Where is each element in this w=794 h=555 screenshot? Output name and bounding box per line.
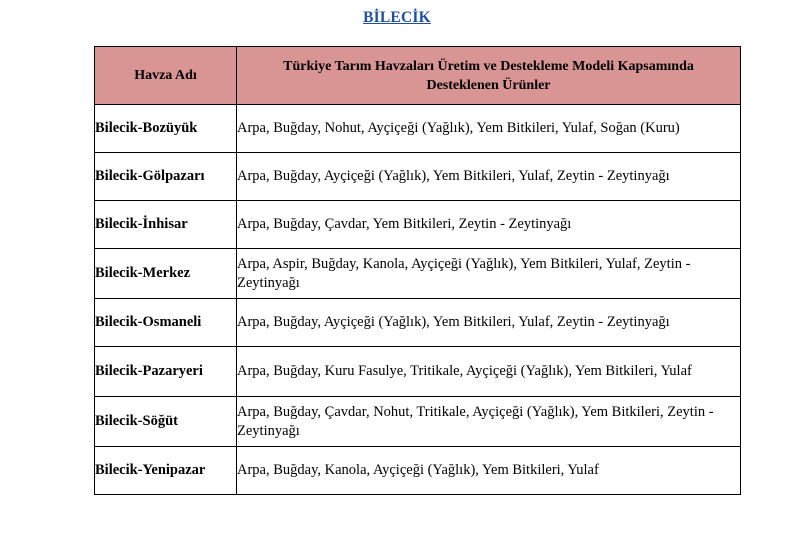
havza-name-cell: Bilecik-Merkez: [95, 249, 237, 299]
products-cell: Arpa, Buğday, Kanola, Ayçiçeği (Yağlık), Yem Bitkileri, Yulaf: [237, 447, 741, 495]
havza-name-cell: Bilecik-Pazaryeri: [95, 347, 237, 397]
products-cell: Arpa, Aspir, Buğday, Kanola, Ayçiçeği (Yağlık), Yem Bitkileri, Yulaf, Zeytin - Zeytinyağı: [237, 249, 741, 299]
havza-name-cell: Bilecik-Bozüyük: [95, 105, 237, 153]
havza-table: [94, 46, 741, 495]
table-row: [95, 447, 741, 495]
havza-name-cell: Bilecik-Osmaneli: [95, 299, 237, 347]
table-container: [94, 46, 740, 495]
table-row: [95, 153, 741, 201]
table-row: [95, 299, 741, 347]
products-cell: Arpa, Buğday, Nohut, Ayçiçeği (Yağlık), Yem Bitkileri, Yulaf, Soğan (Kuru): [237, 105, 741, 153]
products-cell: Arpa, Buğday, Ayçiçeği (Yağlık), Yem Bitkileri, Yulaf, Zeytin - Zeytinyağı: [237, 299, 741, 347]
table-row: [95, 249, 741, 299]
table-header-row: [95, 47, 741, 105]
column-header-name: Havza Adı: [95, 47, 237, 105]
products-cell: Arpa, Buğday, Çavdar, Yem Bitkileri, Zeytin - Zeytinyağı: [237, 201, 741, 249]
havza-name-cell: Bilecik-Yenipazar: [95, 447, 237, 495]
page-title: BİLECİK: [363, 9, 431, 26]
column-header-products: Türkiye Tarım Havzaları Üretim ve Destekleme Modeli Kapsamında Desteklenen Ürünler: [237, 47, 741, 105]
table-row: [95, 397, 741, 447]
havza-name-cell: Bilecik-Söğüt: [95, 397, 237, 447]
table-row: [95, 347, 741, 397]
products-cell: Arpa, Buğday, Kuru Fasulye, Tritikale, Ayçiçeği (Yağlık), Yem Bitkileri, Yulaf: [237, 347, 741, 397]
products-cell: Arpa, Buğday, Ayçiçeği (Yağlık), Yem Bitkileri, Yulaf, Zeytin - Zeytinyağı: [237, 153, 741, 201]
table-row: [95, 105, 741, 153]
products-cell: Arpa, Buğday, Çavdar, Nohut, Tritikale, Ayçiçeği (Yağlık), Yem Bitkileri, Zeytin - Zeytinyağı: [237, 397, 741, 447]
havza-name-cell: Bilecik-İnhisar: [95, 201, 237, 249]
havza-name-cell: Bilecik-Gölpazarı: [95, 153, 237, 201]
table-row: [95, 201, 741, 249]
